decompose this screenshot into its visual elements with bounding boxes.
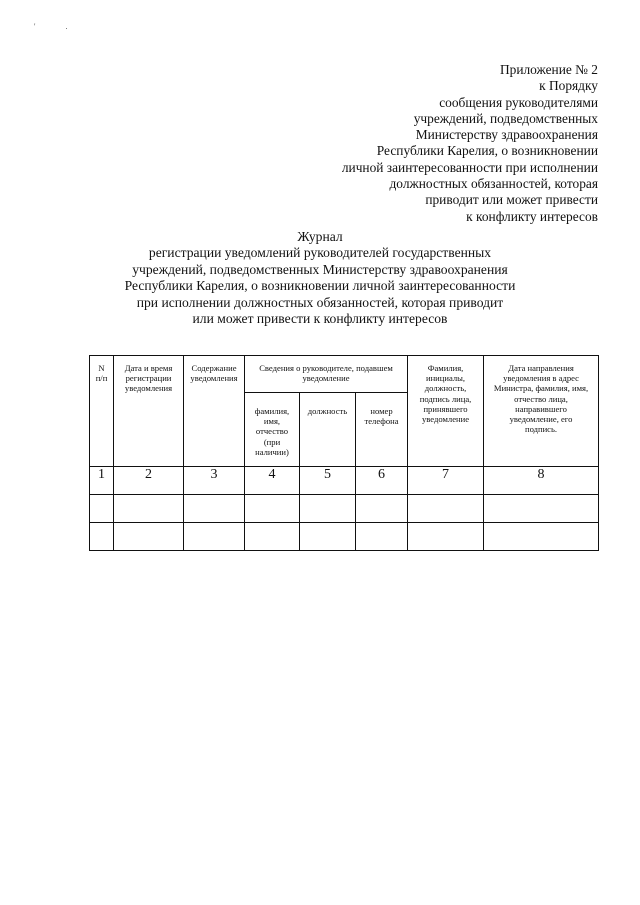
- header-manager-info: Сведения о руководителе, подавшем уведомление: [245, 356, 408, 393]
- column-number: 8: [484, 467, 599, 495]
- appendix-line: Республики Карелия, о возникновении: [376, 143, 598, 159]
- appendix-line: Министерству здравоохранения: [415, 127, 598, 143]
- title-line: при исполнении должностных обязанностей, которая приводит: [136, 294, 504, 310]
- column-number: 5: [300, 467, 356, 495]
- table-cell: [245, 523, 300, 551]
- header-receiver: Фамилия, инициалы, должность, подпись лица, принявшего уведомление: [408, 356, 484, 467]
- appendix-line: сообщения руководителями: [439, 94, 598, 110]
- appendix-line: личной заинтересованности при исполнении: [341, 159, 598, 175]
- column-number: 1: [90, 467, 114, 495]
- appendix-line: к конфликту интересов: [466, 208, 598, 224]
- table-header-row: [90, 356, 599, 393]
- appendix-line: Приложение № 2: [499, 62, 598, 77]
- title-line: Журнал: [297, 229, 343, 244]
- appendix-header: [342, 62, 598, 225]
- header-sending-date: Дата направления уведомления в адрес Министра, фамилия, имя, отчество лица, направившего уведомление, его подпись.: [484, 356, 599, 467]
- title-line: Республики Карелия, о возникновении личной заинтересованности: [124, 278, 516, 294]
- header-position: должность: [300, 393, 356, 467]
- appendix-line: учреждений, подведомственных: [413, 110, 598, 126]
- table-row: [90, 523, 599, 551]
- table-cell: [114, 523, 184, 551]
- table-cell: [484, 523, 599, 551]
- appendix-line: приводит или может привести: [425, 192, 598, 208]
- header-phone: номер телефона: [356, 393, 408, 467]
- table-cell: [408, 495, 484, 523]
- column-number: 6: [356, 467, 408, 495]
- scan-marks: ' .: [34, 22, 82, 31]
- title-line: учреждений, подведомственных Министерству здравоохранения: [132, 261, 508, 277]
- title-line: или может привести к конфликту интересов: [192, 311, 448, 327]
- table-cell: [90, 523, 114, 551]
- journal-table: [89, 355, 599, 551]
- table-cell: [356, 495, 408, 523]
- table-cell: [90, 495, 114, 523]
- header-content: Содержание уведомления: [184, 356, 245, 467]
- table-cell: [184, 523, 245, 551]
- table-cell: [356, 523, 408, 551]
- column-number: 2: [114, 467, 184, 495]
- header-full-name: фамилия, имя, отчество (при наличии): [245, 393, 300, 467]
- column-number: 3: [184, 467, 245, 495]
- table-cell: [300, 523, 356, 551]
- appendix-line: к Порядку: [539, 78, 598, 94]
- header-number: N п/п: [90, 356, 114, 467]
- title-line: регистрации уведомлений руководителей государственных: [148, 245, 492, 261]
- table-cell: [114, 495, 184, 523]
- column-number-row: [90, 467, 599, 495]
- table-row: [90, 495, 599, 523]
- table-cell: [300, 495, 356, 523]
- table-cell: [408, 523, 484, 551]
- table-cell: [484, 495, 599, 523]
- header-registration-datetime: Дата и время регистрации уведомления: [114, 356, 184, 467]
- table-cell: [245, 495, 300, 523]
- column-number: 4: [245, 467, 300, 495]
- table-cell: [184, 495, 245, 523]
- appendix-line: должностных обязанностей, которая: [389, 176, 598, 192]
- column-number: 7: [408, 467, 484, 495]
- journal-title: [0, 229, 640, 327]
